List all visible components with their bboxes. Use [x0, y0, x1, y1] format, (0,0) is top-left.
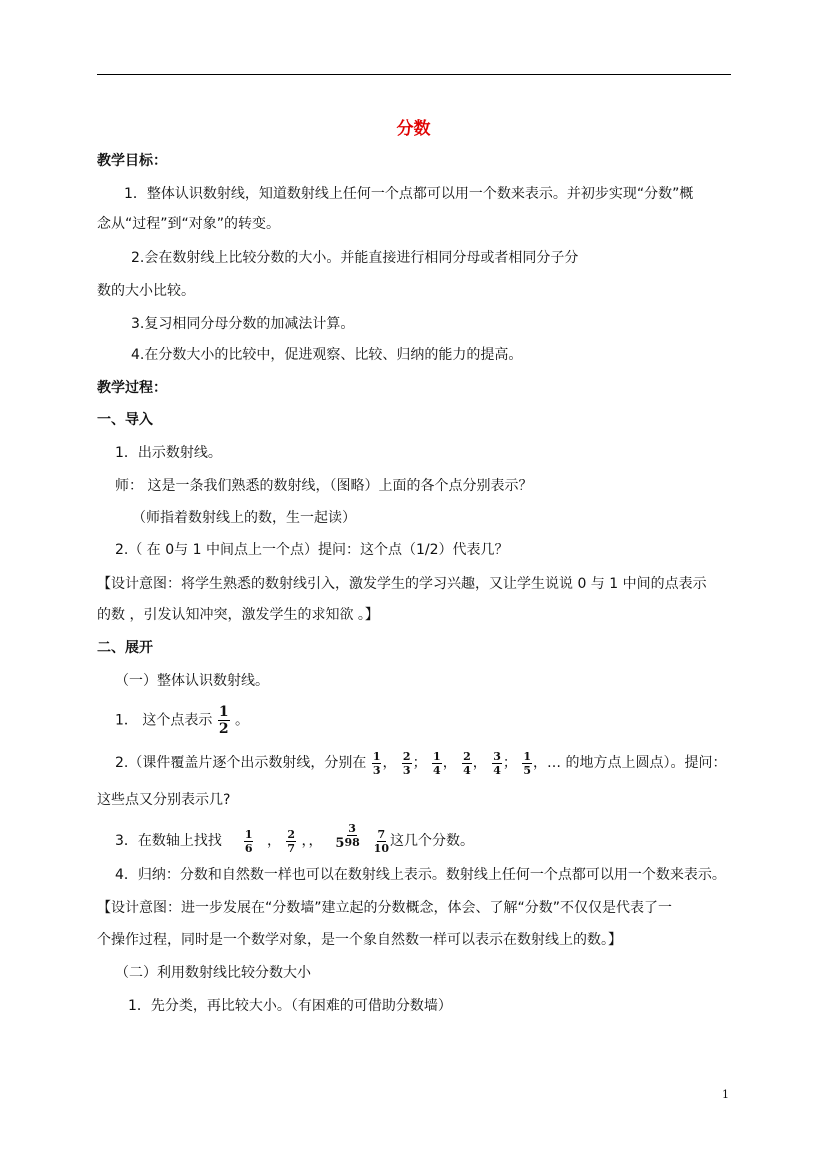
- sub1-item-3-suffix: 这几个分数。: [389, 833, 474, 849]
- fraction-numerator: 1: [218, 704, 229, 720]
- fraction-denominator: 5: [523, 763, 532, 777]
- part-1-item-1: 1．出示数射线。: [115, 445, 222, 461]
- fraction-numerator: 1: [433, 749, 441, 763]
- goal-2-line-2: 数的大小比较。: [97, 283, 195, 299]
- fraction-denominator: 3: [402, 763, 411, 777]
- sub1-item-2-suffix: ，… 的地方点上圆点）。提问：: [533, 755, 727, 771]
- fraction-denominator: 4: [463, 763, 471, 777]
- sub1-item-3-mid: ，，: [301, 833, 323, 849]
- sub1-item-1: [115, 705, 249, 736]
- fraction-denominator: 98: [344, 836, 360, 849]
- fraction-numerator: 2: [402, 749, 411, 763]
- fraction-numerator: 1: [372, 749, 381, 763]
- goals-heading: 教学目标：: [97, 153, 167, 169]
- fraction-numerator: 7: [377, 827, 386, 841]
- mixed-fraction: [344, 823, 359, 848]
- sub-section-1: （一）整体认识数射线。: [115, 673, 269, 689]
- fraction-separator: ；: [502, 755, 517, 771]
- sub-section-2: （二）利用数射线比较分数大小: [115, 965, 311, 981]
- goal-1-line-2: 念从“过程”到“对象”的转变。: [97, 216, 281, 232]
- sub1-item-2: [115, 748, 726, 778]
- fraction-denominator: 2: [218, 721, 229, 737]
- fraction-numerator: 2: [463, 749, 471, 763]
- fraction-denominator: 4: [433, 763, 441, 777]
- fraction-numerator: 3: [348, 822, 356, 835]
- goal-3: 3.复习相同分母分数的加减法计算。: [131, 316, 355, 332]
- part-2-heading: 二、展开: [97, 640, 153, 656]
- header-rule: [97, 74, 731, 75]
- fraction-1-6: [244, 829, 254, 854]
- part-1-note: （师指着数射线上的数，生一起读）: [132, 510, 356, 526]
- sub1-item-3: 3．在数轴上找找 $\frac{1}{6}$ ， $\frac{2}{7}$ ，， 5 $\frac{3}{98}$ $\frac{7}{10}$ 这几个分数。: [115, 823, 474, 859]
- fraction-one-half: [218, 705, 230, 736]
- sub1-item-1-suffix: 。: [235, 712, 250, 729]
- fraction-denominator: 7: [287, 841, 296, 855]
- part-1-item-2: 2.（ 在 0与 1 中间点上一个点）提问：这个点（1/2）代表几？: [115, 542, 509, 558]
- page-title: 分数: [396, 119, 431, 139]
- goal-4: 4.在分数大小的比较中，促进观察、比较、归纳的能力的提高。: [131, 347, 523, 363]
- fraction-2-7: [286, 829, 296, 854]
- mixed-number-5-3-98: [335, 823, 359, 859]
- sub1-item-4: 4．归纳：分数和自然数一样也可以在数射线上表示。数射线上任何一个点都可以用一个数来表示。: [115, 867, 726, 883]
- sub1-item-2-line-2: 这些点又分别表示几?: [97, 792, 231, 808]
- goal-2-line-1: 2.会在数射线上比较分数的大小。并能直接进行相同分母或者相同分子分: [131, 250, 579, 266]
- fraction-denominator: 10: [373, 841, 389, 855]
- part-1-heading: 一、导入: [97, 412, 153, 428]
- design-intent-1-line-2: 的数 ，引发认知冲突，激发学生的求知欲 。】: [97, 607, 379, 623]
- sub1-item-1-prefix: 1． 这个点表示: [115, 712, 213, 729]
- fraction-1-5: [522, 751, 532, 776]
- design-intent-2-line-2: 个操作过程，同时是一个数学对象，是一个象自然数一样可以表示在数射线上的数。】: [97, 932, 622, 948]
- process-heading: 教学过程：: [97, 380, 167, 396]
- sub1-item-2-prefix: 2.（课件覆盖片逐个出示数射线，分别在: [115, 755, 367, 771]
- fraction-1-4: [432, 751, 442, 776]
- fraction-separator: ，: [442, 755, 457, 771]
- fraction-2-4: [462, 751, 472, 776]
- goal-1-line-1: 1．整体认识数射线，知道数射线上任何一个点都可以用一个数来表示。并初步实现“分数”概: [124, 186, 694, 202]
- fraction-2-3: [402, 751, 412, 776]
- fraction-separator: ，: [472, 755, 487, 771]
- fraction-denominator: 4: [493, 763, 501, 777]
- design-intent-2-line-1: 【设计意图：进一步发展在“分数墙”建立起的分数概念，体会、了解“分数”不仅仅是代表了一: [97, 900, 673, 916]
- fraction-denominator: 3: [372, 763, 381, 777]
- page-number: 1: [722, 1088, 729, 1101]
- fraction-numerator: 2: [287, 827, 296, 841]
- fraction-numerator: 1: [523, 749, 532, 763]
- fraction-7-10: [374, 829, 389, 854]
- part-1-teacher: 师： 这是一条我们熟悉的数射线，（图略）上面的各个点分别表示？: [115, 478, 533, 494]
- fraction-3-4: [492, 751, 502, 776]
- design-intent-1-line-1: 【设计意图：将学生熟悉的数射线引入，激发学生的学习兴趣，又让学生说说 0 与 1 中间的点表示: [97, 576, 707, 592]
- fraction-separator: ；: [412, 755, 427, 771]
- mixed-whole: 5: [335, 836, 345, 851]
- sub1-item-3-prefix: 3．在数轴上找找: [115, 833, 222, 849]
- fraction-numerator: 3: [493, 749, 501, 763]
- fraction-numerator: 1: [244, 827, 253, 841]
- fraction-1-3: [372, 751, 382, 776]
- fraction-separator: ，: [382, 755, 397, 771]
- fraction-denominator: 6: [244, 841, 253, 855]
- sub2-item-1: 1．先分类，再比较大小。（有困难的可借助分数墙）: [128, 998, 452, 1014]
